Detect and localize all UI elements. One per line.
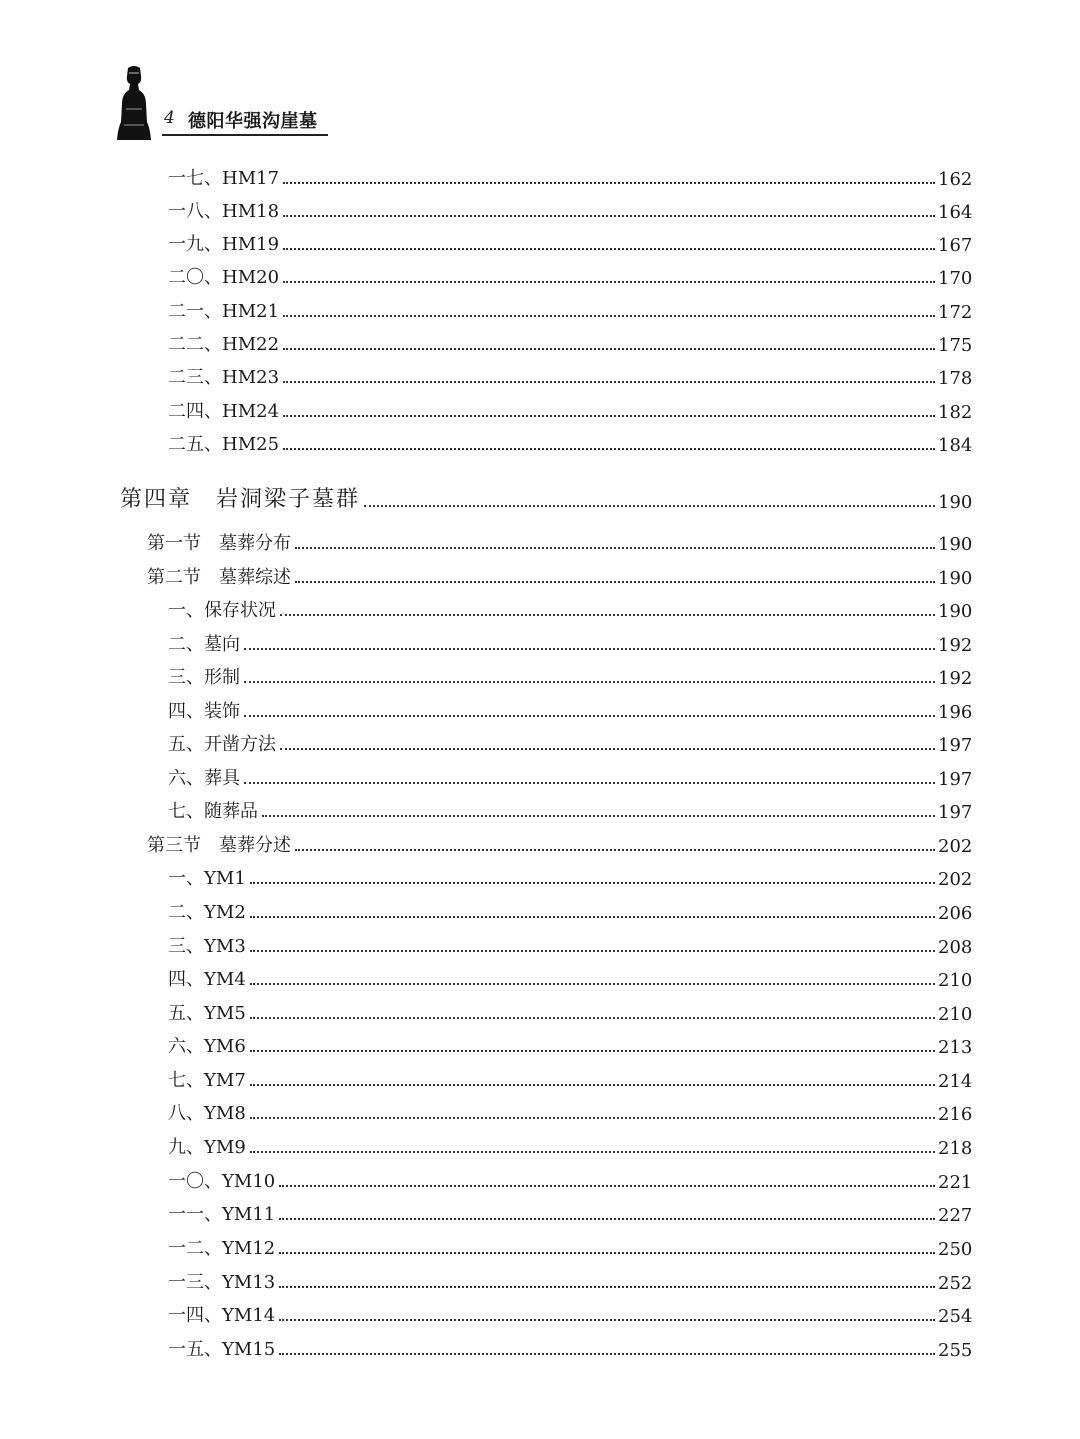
- toc-entry-label: 二一、HM21: [168, 301, 280, 322]
- toc-item-entry: [0, 1133, 973, 1159]
- toc-section-entry: [0, 563, 973, 589]
- dot-leader: [262, 815, 935, 817]
- toc-entry-label: 一、保存状况: [168, 600, 276, 621]
- toc-entry-label: 一一、YM11: [168, 1204, 276, 1225]
- toc-entry-page: 184: [938, 435, 973, 456]
- toc-item-entry: [0, 397, 973, 423]
- dot-leader: [283, 281, 935, 283]
- toc-entry-label: 二、YM2: [168, 902, 246, 923]
- toc-entry-page: 190: [938, 534, 973, 555]
- page-number: 4: [164, 108, 175, 128]
- toc-entry-label: 一七、HM17: [168, 168, 280, 189]
- dot-leader: [283, 248, 935, 250]
- toc-entry-page: 202: [938, 836, 973, 857]
- toc-item-entry: [0, 932, 973, 958]
- dot-leader: [250, 950, 935, 952]
- toc-entry-label: 六、葬具: [168, 768, 240, 789]
- toc-entry-label: 六、YM6: [168, 1036, 246, 1057]
- dot-leader: [280, 748, 935, 750]
- toc-entry-page: 208: [938, 937, 973, 958]
- toc-chapter-entry: [0, 483, 973, 513]
- toc-entry-label: 九、YM9: [168, 1137, 246, 1158]
- toc-entry-label: 二四、HM24: [168, 401, 280, 422]
- book-title: 德阳华强沟崖墓: [188, 111, 318, 132]
- toc-entry-page: 170: [938, 268, 973, 289]
- dot-leader: [283, 415, 935, 417]
- toc-entry-label: 七、随葬品: [168, 801, 258, 822]
- dot-leader: [279, 1286, 935, 1288]
- toc-item-entry: [0, 297, 973, 323]
- toc-item-entry: [0, 630, 973, 656]
- toc-item-entry: [0, 730, 973, 756]
- toc-entry-page: 227: [938, 1205, 973, 1226]
- toc-item-entry: [0, 1335, 973, 1361]
- toc-item-entry: [0, 764, 973, 790]
- toc-entry-label: 一五、YM15: [168, 1339, 276, 1360]
- dot-leader: [279, 1353, 935, 1355]
- toc-section-entry: [0, 529, 973, 555]
- toc-entry-page: 221: [938, 1172, 973, 1193]
- toc-item-entry: [0, 596, 973, 622]
- dot-leader: [244, 681, 935, 683]
- toc-entry-page: 218: [938, 1138, 973, 1159]
- toc-entry-label: 二三、HM23: [168, 367, 280, 388]
- toc-entry-label: 第二节 墓葬综述: [147, 567, 291, 588]
- dot-leader: [250, 882, 935, 884]
- toc-entry-page: 178: [938, 368, 973, 389]
- toc-entry-label: 二二、HM22: [168, 334, 280, 355]
- toc-item-entry: [0, 430, 973, 456]
- toc-entry-label: 一八、HM18: [168, 201, 280, 222]
- dot-leader: [244, 782, 935, 784]
- toc-item-entry: [0, 363, 973, 389]
- dot-leader: [283, 182, 935, 184]
- toc-entry-label: 一四、YM14: [168, 1305, 276, 1326]
- toc-entry-page: 172: [938, 302, 973, 323]
- toc-item-entry: [0, 697, 973, 723]
- toc-entry-page: 192: [938, 635, 973, 656]
- toc-item-entry: [0, 164, 973, 190]
- toc-item-entry: [0, 797, 973, 823]
- dot-leader: [280, 614, 935, 616]
- toc-item-entry: [0, 1301, 973, 1327]
- toc-entry-page: 214: [938, 1071, 973, 1092]
- dot-leader: [250, 1017, 935, 1019]
- toc-entry-label: 七、YM7: [168, 1070, 246, 1091]
- toc-item-entry: [0, 1234, 973, 1260]
- figurine-logo-icon: [116, 64, 152, 142]
- dot-leader: [250, 1084, 935, 1086]
- toc-entry-label: 三、YM3: [168, 936, 246, 957]
- dot-leader: [244, 715, 935, 717]
- toc-entry-page: 192: [938, 668, 973, 689]
- toc-entry-page: 164: [938, 202, 973, 223]
- toc-entry-page: 196: [938, 702, 973, 723]
- toc-entry-page: 216: [938, 1104, 973, 1125]
- toc-entry-page: 167: [938, 235, 973, 256]
- toc-item-entry: [0, 864, 973, 890]
- toc-entry-page: 190: [938, 492, 973, 513]
- dot-leader: [364, 505, 935, 507]
- toc-entry-page: 210: [938, 1004, 973, 1025]
- toc-entry-page: 202: [938, 869, 973, 890]
- toc-entry-label: 二、墓向: [168, 634, 240, 655]
- toc-item-entry: [0, 263, 973, 289]
- toc-entry-label: 第四章 岩洞梁子墓群: [120, 487, 361, 512]
- toc-entry-page: 254: [938, 1306, 973, 1327]
- toc-entry-label: 第一节 墓葬分布: [147, 533, 291, 554]
- dot-leader: [283, 448, 935, 450]
- dot-leader: [250, 1117, 935, 1119]
- toc-entry-page: 206: [938, 903, 973, 924]
- toc-item-entry: [0, 999, 973, 1025]
- toc-item-entry: [0, 663, 973, 689]
- dot-leader: [283, 348, 935, 350]
- dot-leader: [250, 1050, 935, 1052]
- toc-item-entry: [0, 965, 973, 991]
- dot-leader: [279, 1218, 935, 1220]
- dot-leader: [279, 1185, 935, 1187]
- toc-entry-label: 二五、HM25: [168, 434, 280, 455]
- toc-entry-page: 175: [938, 335, 973, 356]
- toc-entry-page: 197: [938, 769, 973, 790]
- dot-leader: [295, 581, 935, 583]
- toc-entry-label: 三、形制: [168, 667, 240, 688]
- toc-entry-label: 一二、YM12: [168, 1238, 276, 1259]
- toc-entry-label: 五、开凿方法: [168, 734, 276, 755]
- toc-item-entry: [0, 1032, 973, 1058]
- toc-entry-label: 一三、YM13: [168, 1272, 276, 1293]
- toc-item-entry: [0, 230, 973, 256]
- toc-entry-page: 252: [938, 1273, 973, 1294]
- toc-entry-page: 182: [938, 402, 973, 423]
- toc-item-entry: [0, 1099, 973, 1125]
- toc-entry-label: 四、装饰: [168, 701, 240, 722]
- toc-entry-label: 四、YM4: [168, 969, 246, 990]
- dot-leader: [283, 215, 935, 217]
- toc-entry-page: 210: [938, 970, 973, 991]
- toc-entry-label: 二〇、HM20: [168, 267, 280, 288]
- dot-leader: [283, 315, 935, 317]
- toc-item-entry: [0, 1066, 973, 1092]
- dot-leader: [250, 983, 935, 985]
- toc-entry-page: 255: [938, 1340, 973, 1361]
- toc-item-entry: [0, 898, 973, 924]
- dot-leader: [244, 648, 935, 650]
- toc-item-entry: [0, 1167, 973, 1193]
- toc-entry-page: 162: [938, 169, 973, 190]
- dot-leader: [295, 547, 935, 549]
- running-header: [116, 64, 336, 144]
- toc-entry-label: 五、YM5: [168, 1003, 246, 1024]
- dot-leader: [295, 849, 935, 851]
- toc-item-entry: [0, 1200, 973, 1226]
- toc-entry-label: 一〇、YM10: [168, 1171, 276, 1192]
- dot-leader: [283, 381, 935, 383]
- toc-entry-label: 八、YM8: [168, 1103, 246, 1124]
- dot-leader: [279, 1319, 935, 1321]
- toc-entry-label: 一、YM1: [168, 868, 246, 889]
- toc-section-entry: [0, 831, 973, 857]
- toc-entry-page: 197: [938, 802, 973, 823]
- dot-leader: [250, 916, 935, 918]
- toc-item-entry: [0, 1268, 973, 1294]
- toc-entry-page: 190: [938, 568, 973, 589]
- toc-entry-page: 197: [938, 735, 973, 756]
- toc-entry-label: 一九、HM19: [168, 234, 280, 255]
- dot-leader: [250, 1151, 935, 1153]
- dot-leader: [279, 1252, 935, 1254]
- toc-item-entry: [0, 197, 973, 223]
- header-rule: [162, 134, 328, 136]
- toc-entry-page: 250: [938, 1239, 973, 1260]
- toc-entry-label: 第三节 墓葬分述: [147, 835, 291, 856]
- toc-item-entry: [0, 330, 973, 356]
- toc-entry-page: 190: [938, 601, 973, 622]
- toc-entry-page: 213: [938, 1037, 973, 1058]
